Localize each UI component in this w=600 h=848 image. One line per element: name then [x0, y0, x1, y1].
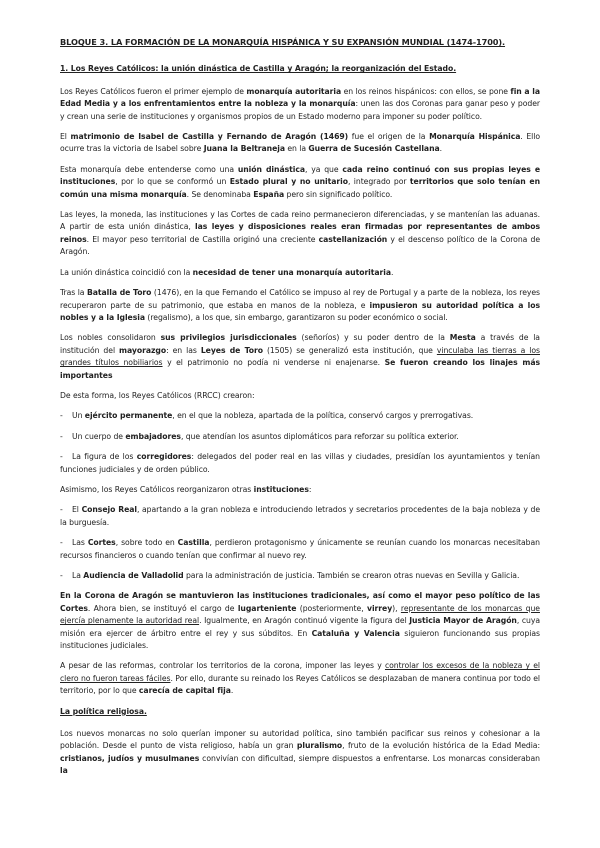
list-item: - Las Cortes, sobre todo en Castilla, perdieron protagonismo y únicamente se reunían cuando los monarcas necesitaban recursos financieros o cuando tenían que confirmar al nuevo rey. — [60, 538, 540, 560]
paragraph-2: El matrimonio de Isabel de Castilla y Fernando de Aragón (1469) fue el origen de la Monarquía Hispánica. Ello ocurre tras la victoria de Isabel sobre Juana la Beltraneja en la Guerra de Sucesión Castellana. — [60, 132, 540, 154]
paragraph-3: Esta monarquía debe entenderse como una unión dinástica, ya que cada reino continuó con sus propias leyes e instituciones, por lo que se conformó un Estado plural y no unitario, integrado por territorios que solo tenían en común una misma monarquía. Se denominaba España pero sin significado político. — [60, 164, 540, 199]
paragraph-12: Los nuevos monarcas no solo querían imponer su autoridad política, sino también pacificar sus reinos y cohesionar a la población. Desde el punto de vista religioso, había un gran pluralismo, fruto de la evolución histórica de la Edad Media: cristianos, judíos y musulmanes convivían con dificultad, siempre dispuestos a enfrentarse. Los monarcas consideraban la — [60, 729, 540, 776]
paragraph-11: A pesar de las reformas, controlar los territorios de la corona, imponer las leyes y controlar los excesos de la nobleza y el clero no fueron tareas fáciles. Por ello, durante su reinado los Reyes Católicos se desplazaban de manera continua por todo el territorio, por lo que carecía de capital fija. — [60, 661, 541, 696]
paragraph-8: De esta forma, los Reyes Católicos (RRCC) crearon: — [60, 390, 255, 400]
paragraph-9: Asimismo, los Reyes Católicos reorganizaron otras instituciones: — [60, 484, 312, 494]
list-item: - El Consejo Real, apartando a la gran nobleza e introduciendo letrados y secretarios procedentes de la baja nobleza y de la burguesía. — [60, 505, 541, 527]
paragraph-5: La unión dinástica coincidió con la necesidad de tener una monarquía autoritaria. — [60, 267, 394, 277]
paragraph-6: Tras la Batalla de Toro (1476), en la que Fernando el Católico se impuso al rey de Portugal y a parte de la nobleza, los reyes recuperaron parte de su patrimonio, que estaba en manos de la nobleza, e impusieron su autoridad política a los nobles y a la Iglesia (regalismo), a los que, sin embargo, garantizaron su poder económico o social. — [60, 288, 541, 322]
list-item: - Un cuerpo de embajadores, que atendían los asuntos diplomáticos para reforzar su política exterior. — [60, 431, 459, 441]
list-item: - La Audiencia de Valladolid para la administración de justicia. También se crearon otras nuevas en Sevilla y Galicia. — [60, 571, 520, 580]
list-item: - Un ejército permanente, en el que la nobleza, apartada de la política, conservó cargos y prerrogativas. — [60, 411, 474, 421]
paragraph-1: Los Reyes Católicos fueron el primer ejemplo de monarquía autoritaria en los reinos hispánicos: con ellos, se pone fin a la Edad Media y a los enfrentamientos entre la nobleza y la monarquía: unen las dos Coronas para ganar peso y poder y crean una serie de instituciones y organismos propios de un Estado moderno para imponer su poder político. — [60, 86, 540, 121]
paragraph-7: Los nobles consolidaron sus privilegios jurisdiccionales (señoríos) y su poder dentro de la Mesta a través de la institución del mayorazgo: en las Leyes de Toro (1505) se generalizó esta institución, que vinculaba las tierras a los grandes títulos nobiliarios y el patrimonio no podía ni venderse ni enajenarse. Se fueron creando los linajes más importantes — [60, 333, 540, 380]
paragraph-10: En la Corona de Aragón se mantuvieron las instituciones tradicionales, así como el mayor peso político de las Cortes. Ahora bien, se instituyó el cargo de lugarteniente (posteriormente, virrey), representante de los monarcas que ejercía plenamente la autoridad real. Igualmente, en Aragón continuó vigente la figura del Justicia Mayor de Aragón, cuya misión era ejercer de árbitro entre el rey y sus súbditos. En Cataluña y Valencia siguieron funcionando sus propias instituciones judiciales. — [60, 591, 541, 651]
section-heading-1: 1. Los Reyes Católicos: la unión dinástica de Castilla y Aragón; la reorganización del Estado. — [60, 64, 457, 74]
document-title: BLOQUE 3. LA FORMACIÓN DE LA MONARQUÍA HISPÁNICA Y SU EXPANSIÓN MUNDIAL (1474-1700). — [60, 37, 506, 47]
section-heading-2: La política religiosa. — [60, 706, 147, 716]
list-item: - La figura de los corregidores: delegados del poder real en las villas y ciudades, presidían los ayuntamientos y tenían funciones judiciales y de orden público. — [60, 452, 541, 474]
paragraph-4: Las leyes, la moneda, las instituciones y las Cortes de cada reino permanecieron diferenciadas, y se mantenían las aduanas. A partir de esta unión dinástica, las leyes y disposiciones reales eran firmadas por representantes de ambos reinos. El mayor peso territorial de Castilla originó una creciente castellanización y el descenso político de la Corona de Aragón. — [60, 210, 540, 257]
